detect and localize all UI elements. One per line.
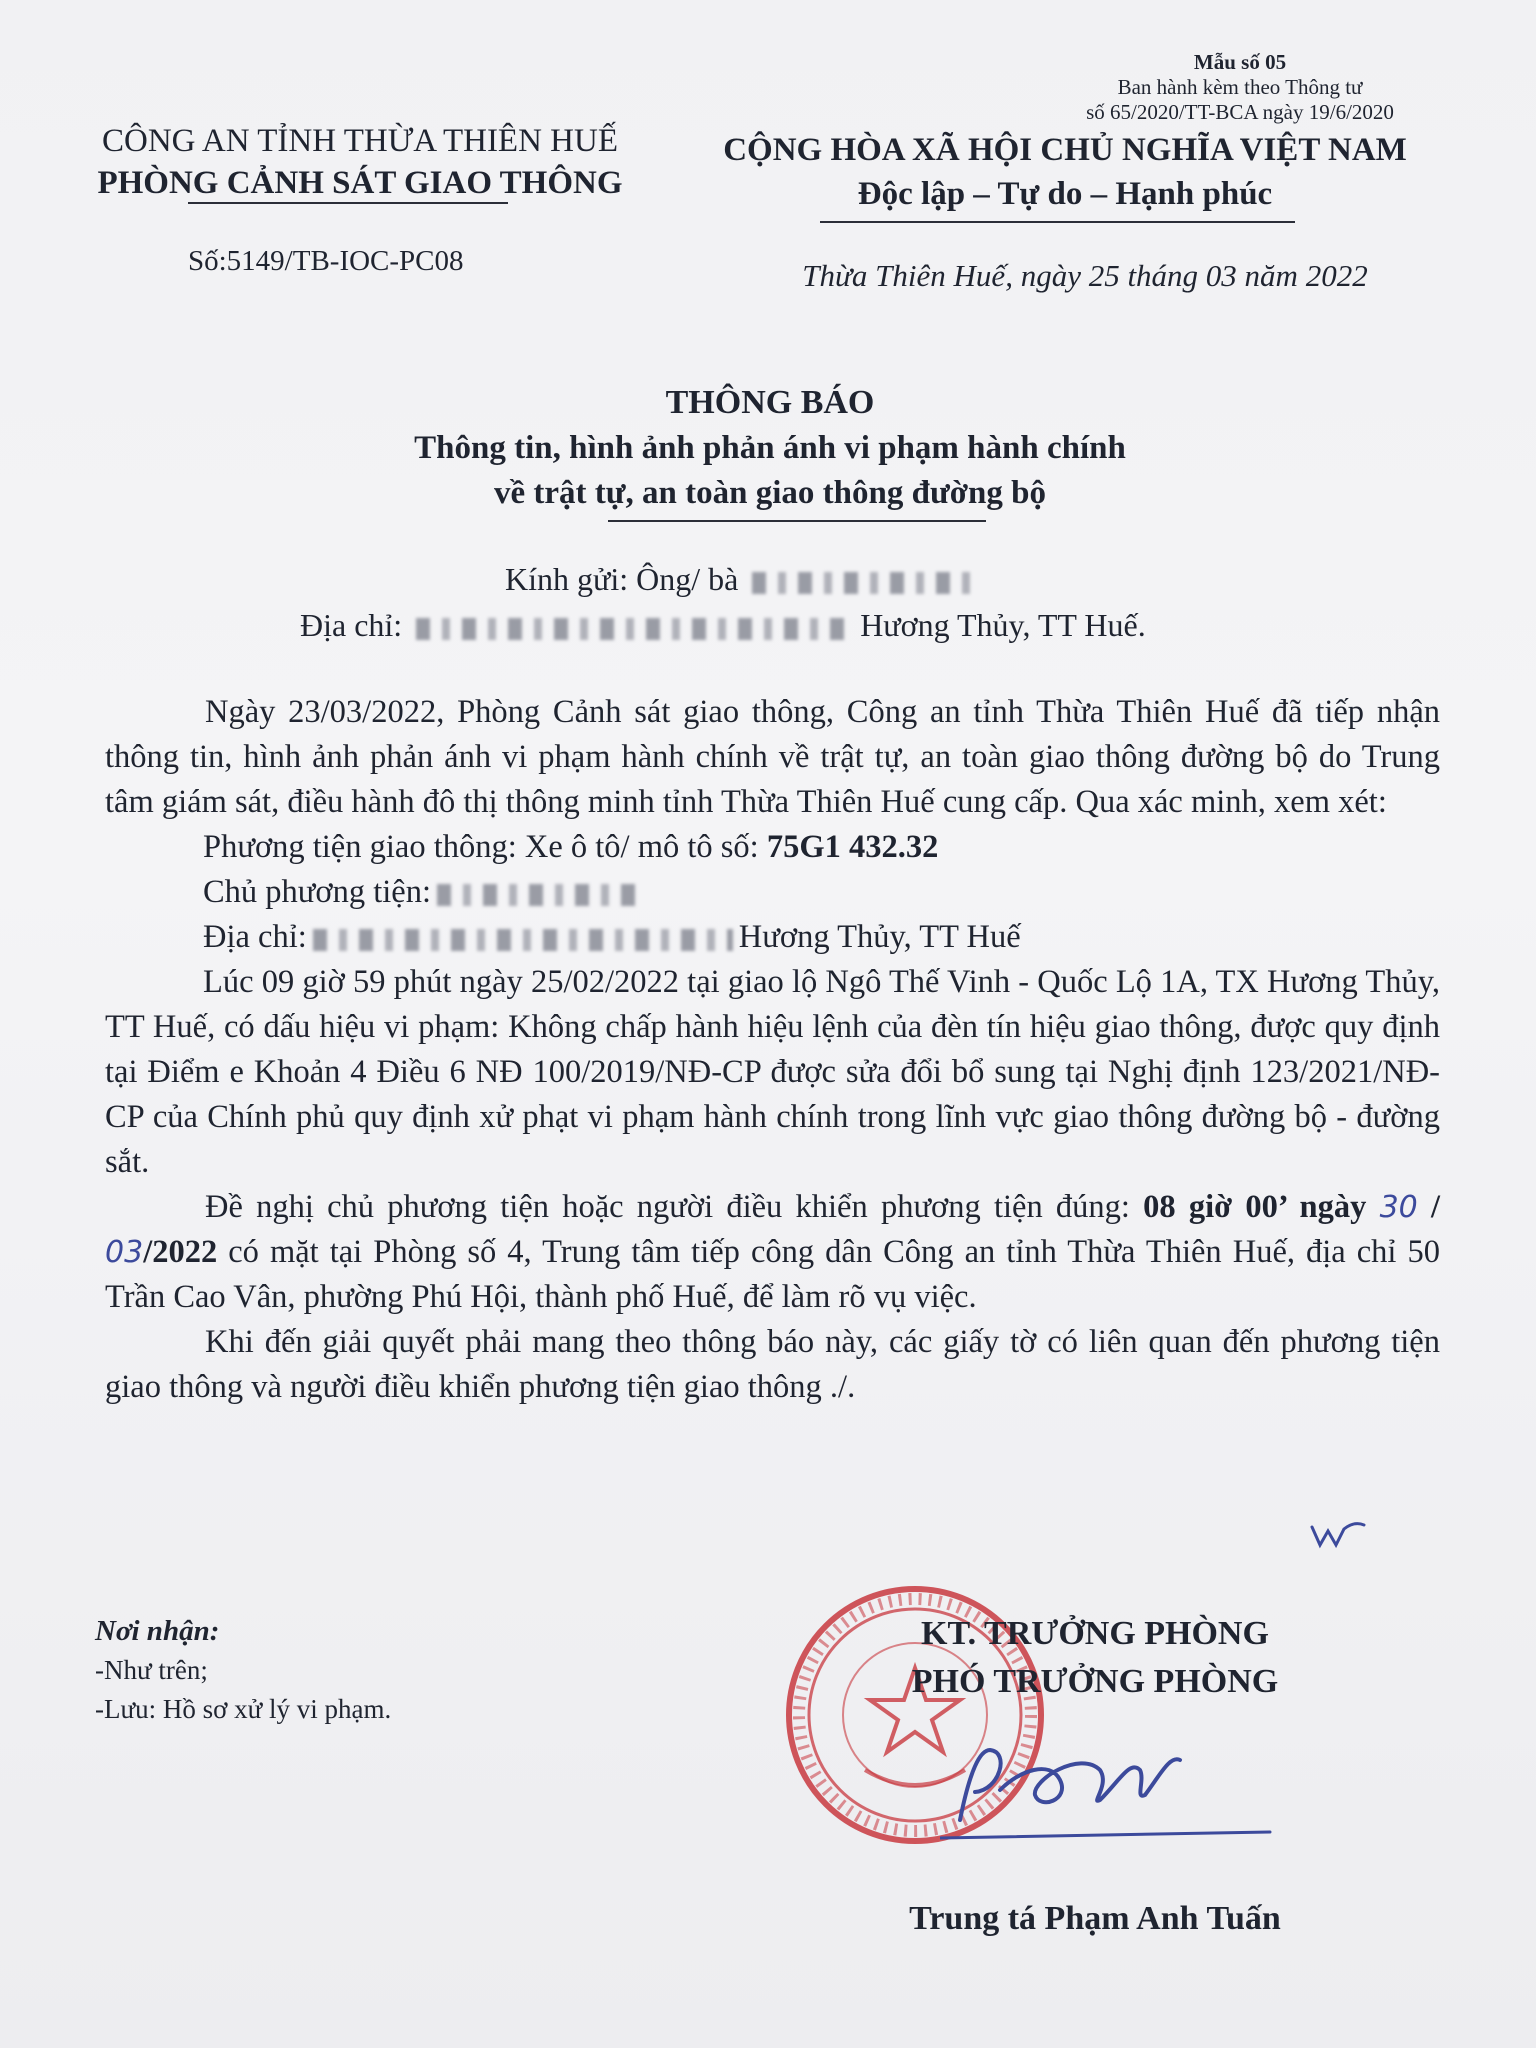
license-plate: 75G1 432.32 [766,829,939,865]
signature-icon [940,1730,1280,1850]
signature-line1: KT. TRƯỞNG PHÒNG [921,1615,1269,1652]
nation-motto: Độc lập – Tự do – Hạnh phúc [857,176,1273,212]
recipients-item-2: -Lưu: Hồ sơ xử lý vi phạm. [95,1694,392,1724]
redacted-name [752,572,982,594]
agency-line1: CÔNG AN TỈNH THỪA THIÊN HUẾ [101,123,618,159]
agency-underline [188,202,508,204]
title-block [230,380,1310,516]
recipients-block [95,1612,615,1729]
redacted-address [416,618,846,640]
recipient-salutation: Kính gửi: Ông/ bà [505,561,739,597]
form-number: Mẫu số 05 [1193,50,1287,74]
signature-line2: PHÓ TRƯỞNG PHÒNG [911,1663,1279,1700]
summons-lead: Đề nghị chủ phương tiện hoặc người điều khiển phương tiện đúng: [205,1189,1144,1225]
owner-address-label: Địa chỉ: [203,919,307,955]
summons-separator: / [1417,1189,1440,1225]
nation-header [680,128,1450,216]
document-subtitle-2: về trật tự, an toàn giao thông đường bộ [493,475,1046,511]
form-issued-with: Ban hành kèm theo Thông tư [1117,75,1363,99]
motto-underline [820,221,1295,223]
paragraph-receipt: Ngày 23/03/2022, Phòng Cảnh sát giao thông, Công an tỉnh Thừa Thiên Huế đã tiếp nhận thông tin, hình ảnh phản ánh vi phạm hành chính về trật tự, an toàn giao thông đường bộ do Trung tâm giám sát, điều hành đô thị thông minh tỉnh Thừa Thiên Huế cung cấp. Qua xác minh, xem xét: [105,694,1440,820]
redacted-owner [437,884,647,906]
summons-time: 08 giờ 00’ ngày [1143,1189,1380,1225]
document-subtitle-1: Thông tin, hình ảnh phản ánh vi phạm hành chính [414,430,1126,466]
summons-year: /2022 [143,1234,218,1270]
form-number-block [1085,50,1395,125]
document-number: Số:5149/TB-IOC-PC08 [188,245,464,277]
handwritten-tick-icon [1308,1515,1368,1555]
document-body [105,690,1440,1410]
nation-line1: CỘNG HÒA XÃ HỘI CHỦ NGHĨA VIỆT NAM [723,132,1407,168]
signature-title [830,1610,1360,1706]
handwritten-month: 03 [105,1235,144,1270]
handwritten-day: 30 [1379,1190,1418,1225]
redacted-owner-address [313,929,733,951]
recipients-item-1: -Như trên; [95,1655,208,1685]
paragraph-documents: Khi đến giải quyết phải mang theo thông báo này, các giấy tờ có liên quan đến phương tiện giao thông và người điều khiển phương tiện giao thông ./. [105,1324,1440,1405]
paragraph-summons [105,1185,1440,1320]
owner-address-line [105,915,1440,960]
recipient-address-tail: Hương Thủy, TT Huế. [860,607,1146,643]
owner-line [105,870,1440,915]
signer-name: Trung tá Phạm Anh Tuấn [909,1900,1281,1937]
document-title: THÔNG BÁO [665,384,875,421]
recipient-address-line [300,604,1146,646]
owner-label: Chủ phương tiện: [203,874,431,910]
summons-rest: có mặt tại Phòng số 4, Trung tâm tiếp công dân Công an tỉnh Thừa Thiên Huế, địa chỉ 50 Trần Cao Vân, phường Phú Hội, thành phố Huế, để làm rõ vụ việc. [105,1234,1440,1315]
owner-address-tail: Hương Thủy, TT Huế [738,919,1021,955]
paragraph-violation: Lúc 09 giờ 59 phút ngày 25/02/2022 tại giao lộ Ngô Thế Vinh - Quốc Lộ 1A, TX Hương Thủy, TT Huế, có dấu hiệu vi phạm: Không chấp hành hiệu lệnh của đèn tín hiệu giao thông, được quy định tại Điểm e Khoản 4 Điều 6 NĐ 100/2019/NĐ-CP được sửa đổi bổ sung tại Nghị định 123/2021/NĐ-CP của Chính phủ quy định xử phạt vi phạm hành chính trong lĩnh vực giao thông đường bộ - đường sắt. [105,964,1440,1180]
form-circular: số 65/2020/TT-BCA ngày 19/6/2020 [1086,100,1394,124]
agency-line2: PHÒNG CẢNH SÁT GIAO THÔNG [97,165,623,201]
title-underline [608,520,986,522]
recipients-heading: Nơi nhận: [95,1615,220,1647]
agency-header [45,120,675,204]
dateline: Thừa Thiên Huế, ngày 25 tháng 03 năm 2022 [802,258,1368,293]
vehicle-line [105,825,1440,870]
recipient-line [505,558,988,600]
recipient-address-label: Địa chỉ: [300,607,403,643]
vehicle-label: Phương tiện giao thông: Xe ô tô/ mô tô số: [203,829,767,865]
